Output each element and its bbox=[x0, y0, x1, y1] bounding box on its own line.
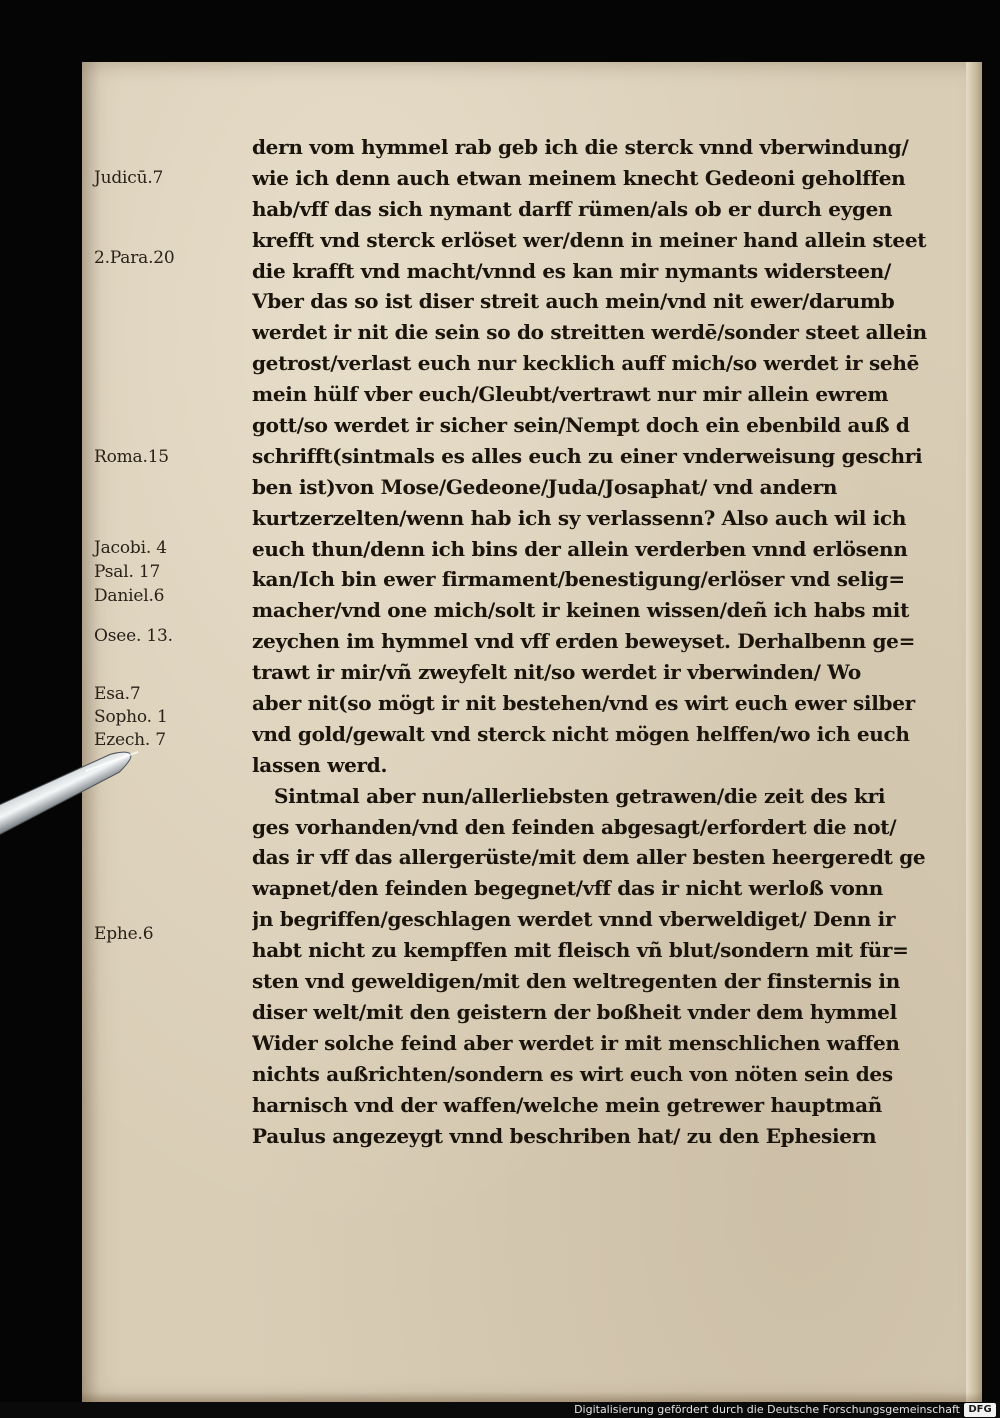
text-line: hab/vff das sich nymant darff rümen/als ob er durch eygen bbox=[252, 196, 893, 221]
text-line: Vber das so ist diser streit auch mein/vnd nit ewer/darumb bbox=[252, 289, 895, 314]
text-line: mein hülf vber euch/Gleubt/vertrawt nur mir allein ewrem bbox=[252, 382, 889, 407]
text-line: macher/vnd one mich/solt ir keinen wissen/deñ ich habs mit bbox=[252, 598, 910, 623]
text-line: trawt ir mir/vñ zweyfelt nit/so werdet ir vberwinden/ Wo bbox=[252, 660, 861, 685]
text-line: Paulus angezeygt vnnd beschriben hat/ zu den Ephesiern bbox=[252, 1123, 877, 1148]
text-line: kurtzerzelten/wenn hab ich sy verlassenn? Also auch wil ich bbox=[252, 505, 907, 530]
text-line: ges vorhanden/vnd den feinden abgesagt/erfordert die not/ bbox=[252, 814, 897, 839]
text-line: werdet ir nit die sein so do streitten werdē/sonder steet allein bbox=[252, 320, 927, 345]
text-line: zeychen im hymmel vnd vff erden beweyset. Derhalbenn ge= bbox=[252, 629, 916, 654]
text-line: diser welt/mit den geistern der boßheit vnder dem hymmel bbox=[252, 999, 897, 1024]
text-line: krefft vnd sterck erlöset wer/denn in meiner hand allein steet bbox=[252, 227, 927, 252]
text-line: habt nicht zu kempffen mit fleisch vñ blut/sondern mit für= bbox=[252, 938, 909, 963]
margin-note: 2.Para.20 bbox=[94, 248, 175, 268]
margin-note: Judicū.7 bbox=[94, 168, 164, 188]
book-page bbox=[82, 62, 982, 1402]
text-line: vnd gold/gewalt vnd sterck nicht mögen helffen/wo ich euch bbox=[252, 721, 910, 746]
text-line: Wider solche feind aber werdet ir mit menschlichen waffen bbox=[252, 1030, 900, 1055]
footer-credit: Digitalisierung gefördert durch die Deutsche Forschungsgemeinschaft bbox=[574, 1403, 960, 1416]
text-line: gott/so werdet ir sicher sein/Nempt doch ein ebenbild auß d bbox=[252, 413, 910, 438]
footer-bar bbox=[0, 1402, 1000, 1418]
text-line: wapnet/den feinden begegnet/vff das ir nicht werloß vonn bbox=[252, 876, 884, 901]
text-line: nichts außrichten/sondern es wirt euch von nöten sein des bbox=[252, 1061, 893, 1086]
dfg-logo: DFG bbox=[964, 1403, 996, 1417]
page-bottom-shadow bbox=[82, 1392, 982, 1402]
margin-note: Sopho. 1 bbox=[94, 707, 168, 727]
margin-note: Ezech. 7 bbox=[94, 730, 166, 750]
margin-note: Roma.15 bbox=[94, 447, 169, 467]
margin-note: Esa.7 bbox=[94, 684, 141, 704]
text-line: sten vnd geweldigen/mit den weltregenten der finsternis in bbox=[252, 969, 900, 994]
text-line: kan/Ich bin ewer firmament/benestigung/erlöser vnd selig= bbox=[252, 567, 905, 592]
margin-note: Jacobi. 4 bbox=[94, 538, 167, 558]
text-line: das ir vff das allergerüste/mit dem aller besten heergeredt ge bbox=[252, 845, 926, 870]
text-line: ben ist)von Mose/Gedeone/Juda/Josaphat/ vnd andern bbox=[252, 474, 838, 499]
text-line: euch thun/denn ich bins der allein verderben vnnd erlösenn bbox=[252, 536, 908, 561]
margin-note: Osee. 13. bbox=[94, 626, 173, 646]
text-line: lassen werd. bbox=[252, 752, 388, 777]
text-line: schrifft(sintmals es alles euch zu einer vnderweisung geschri bbox=[252, 443, 923, 468]
text-line: aber nit(so mögt ir nit bestehen/vnd es wirt euch ewer silber bbox=[252, 691, 915, 716]
text-line: jn begriffen/geschlagen werdet vnnd vberweldiget/ Denn ir bbox=[252, 907, 896, 932]
text-line: Sintmal aber nun/allerliebsten getrawen/die zeit des kri bbox=[274, 783, 886, 808]
margin-note: Ephe.6 bbox=[94, 924, 154, 944]
margin-note: Psal. 17 bbox=[94, 562, 161, 582]
text-line: harnisch vnd der waffen/welche mein getrewer hauptmañ bbox=[252, 1092, 882, 1117]
text-line: wie ich denn auch etwan meinem knecht Gedeoni geholffen bbox=[252, 165, 906, 190]
text-line: dern vom hymmel rab geb ich die sterck vnnd vberwindung/ bbox=[252, 135, 909, 159]
text-line: getrost/verlast euch nur kecklich auff mich/so werdet ir sehē bbox=[252, 351, 920, 376]
text-line: die krafft vnd macht/vnnd es kan mir nymants widersteen/ bbox=[252, 258, 892, 283]
page-edge bbox=[966, 62, 982, 1402]
body-text-block bbox=[252, 132, 952, 1151]
margin-note: Daniel.6 bbox=[94, 586, 165, 606]
